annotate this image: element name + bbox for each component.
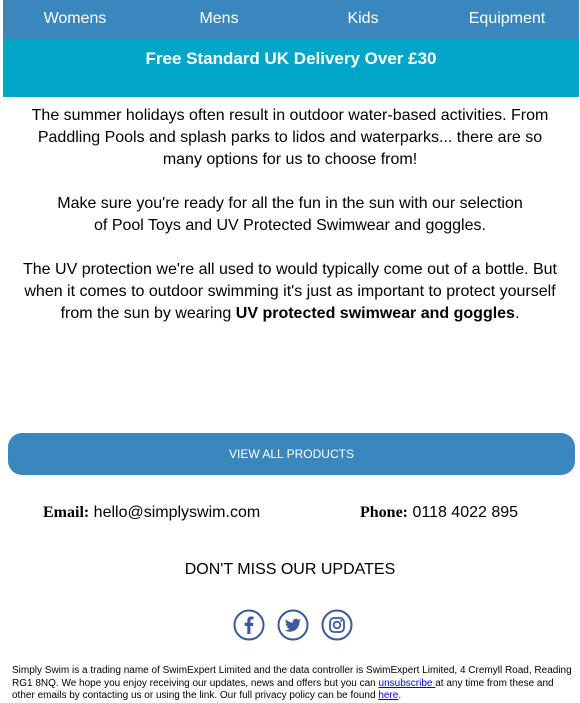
top-navigation — [3, 0, 579, 39]
footer-text-middle: at any time from these and other emails by contacting us or using the link. Our full privacy policy can be found — [12, 677, 554, 701]
nav-item-equipment[interactable]: Equipment — [468, 10, 546, 27]
legal-footer — [12, 665, 572, 703]
uv-paragraph — [0, 259, 580, 325]
email-address[interactable]: hello@simplyswim.com — [93, 504, 261, 521]
twitter-icon[interactable] — [277, 609, 309, 641]
intro-paragraph: The summer holidays often result in outdoor water-based activities. From Paddling Pools and splash parks to lidos and waterparks... there are so many options for us to choose from! — [31, 107, 549, 168]
footer-text-end: . — [398, 690, 402, 701]
nav-item-mens[interactable]: Mens — [199, 10, 239, 27]
uv-emphasis: UV protected swimwear and goggles — [235, 305, 515, 322]
email-contact — [43, 503, 260, 523]
phone-number[interactable]: 0118 4022 895 — [412, 504, 519, 521]
instagram-icon[interactable] — [321, 609, 353, 641]
body-copy — [0, 105, 580, 347]
nav-item-womens[interactable]: Womens — [43, 10, 107, 27]
uv-text-end: . — [514, 305, 520, 322]
privacy-policy-link[interactable]: here — [378, 690, 399, 701]
footer-text: Simply Swim is a trading name of SwimExpert Limited and the data controller is SwimExpert Limited, 4 Cremyll Road, Reading RG1 8NQ. We hope you enjoy receiving our updates, news and offers but you can — [12, 665, 572, 689]
delivery-promo-banner: Free Standard UK Delivery Over £30 — [3, 39, 579, 97]
view-all-products-button[interactable]: VIEW ALL PRODUCTS — [8, 433, 575, 475]
products-paragraph: Make sure you're ready for all the fun in the sun with our selection of Pool Toys and UV Protected Swimwear and goggles. — [57, 195, 523, 234]
phone-label: Phone: — [360, 504, 408, 521]
email-label: Email: — [43, 504, 90, 521]
unsubscribe-link[interactable]: unsubscribe — [378, 677, 436, 689]
uv-text: The UV protection we're all used to would typically come out of a bottle. But when it comes to outdoor swimming it's just as important to protect yourself from the sun by wearing — [23, 261, 557, 322]
facebook-icon[interactable] — [233, 609, 265, 641]
nav-item-kids[interactable]: Kids — [347, 10, 379, 27]
updates-heading: DON'T MISS OUR UPDATES — [184, 561, 396, 578]
phone-contact — [360, 503, 518, 523]
